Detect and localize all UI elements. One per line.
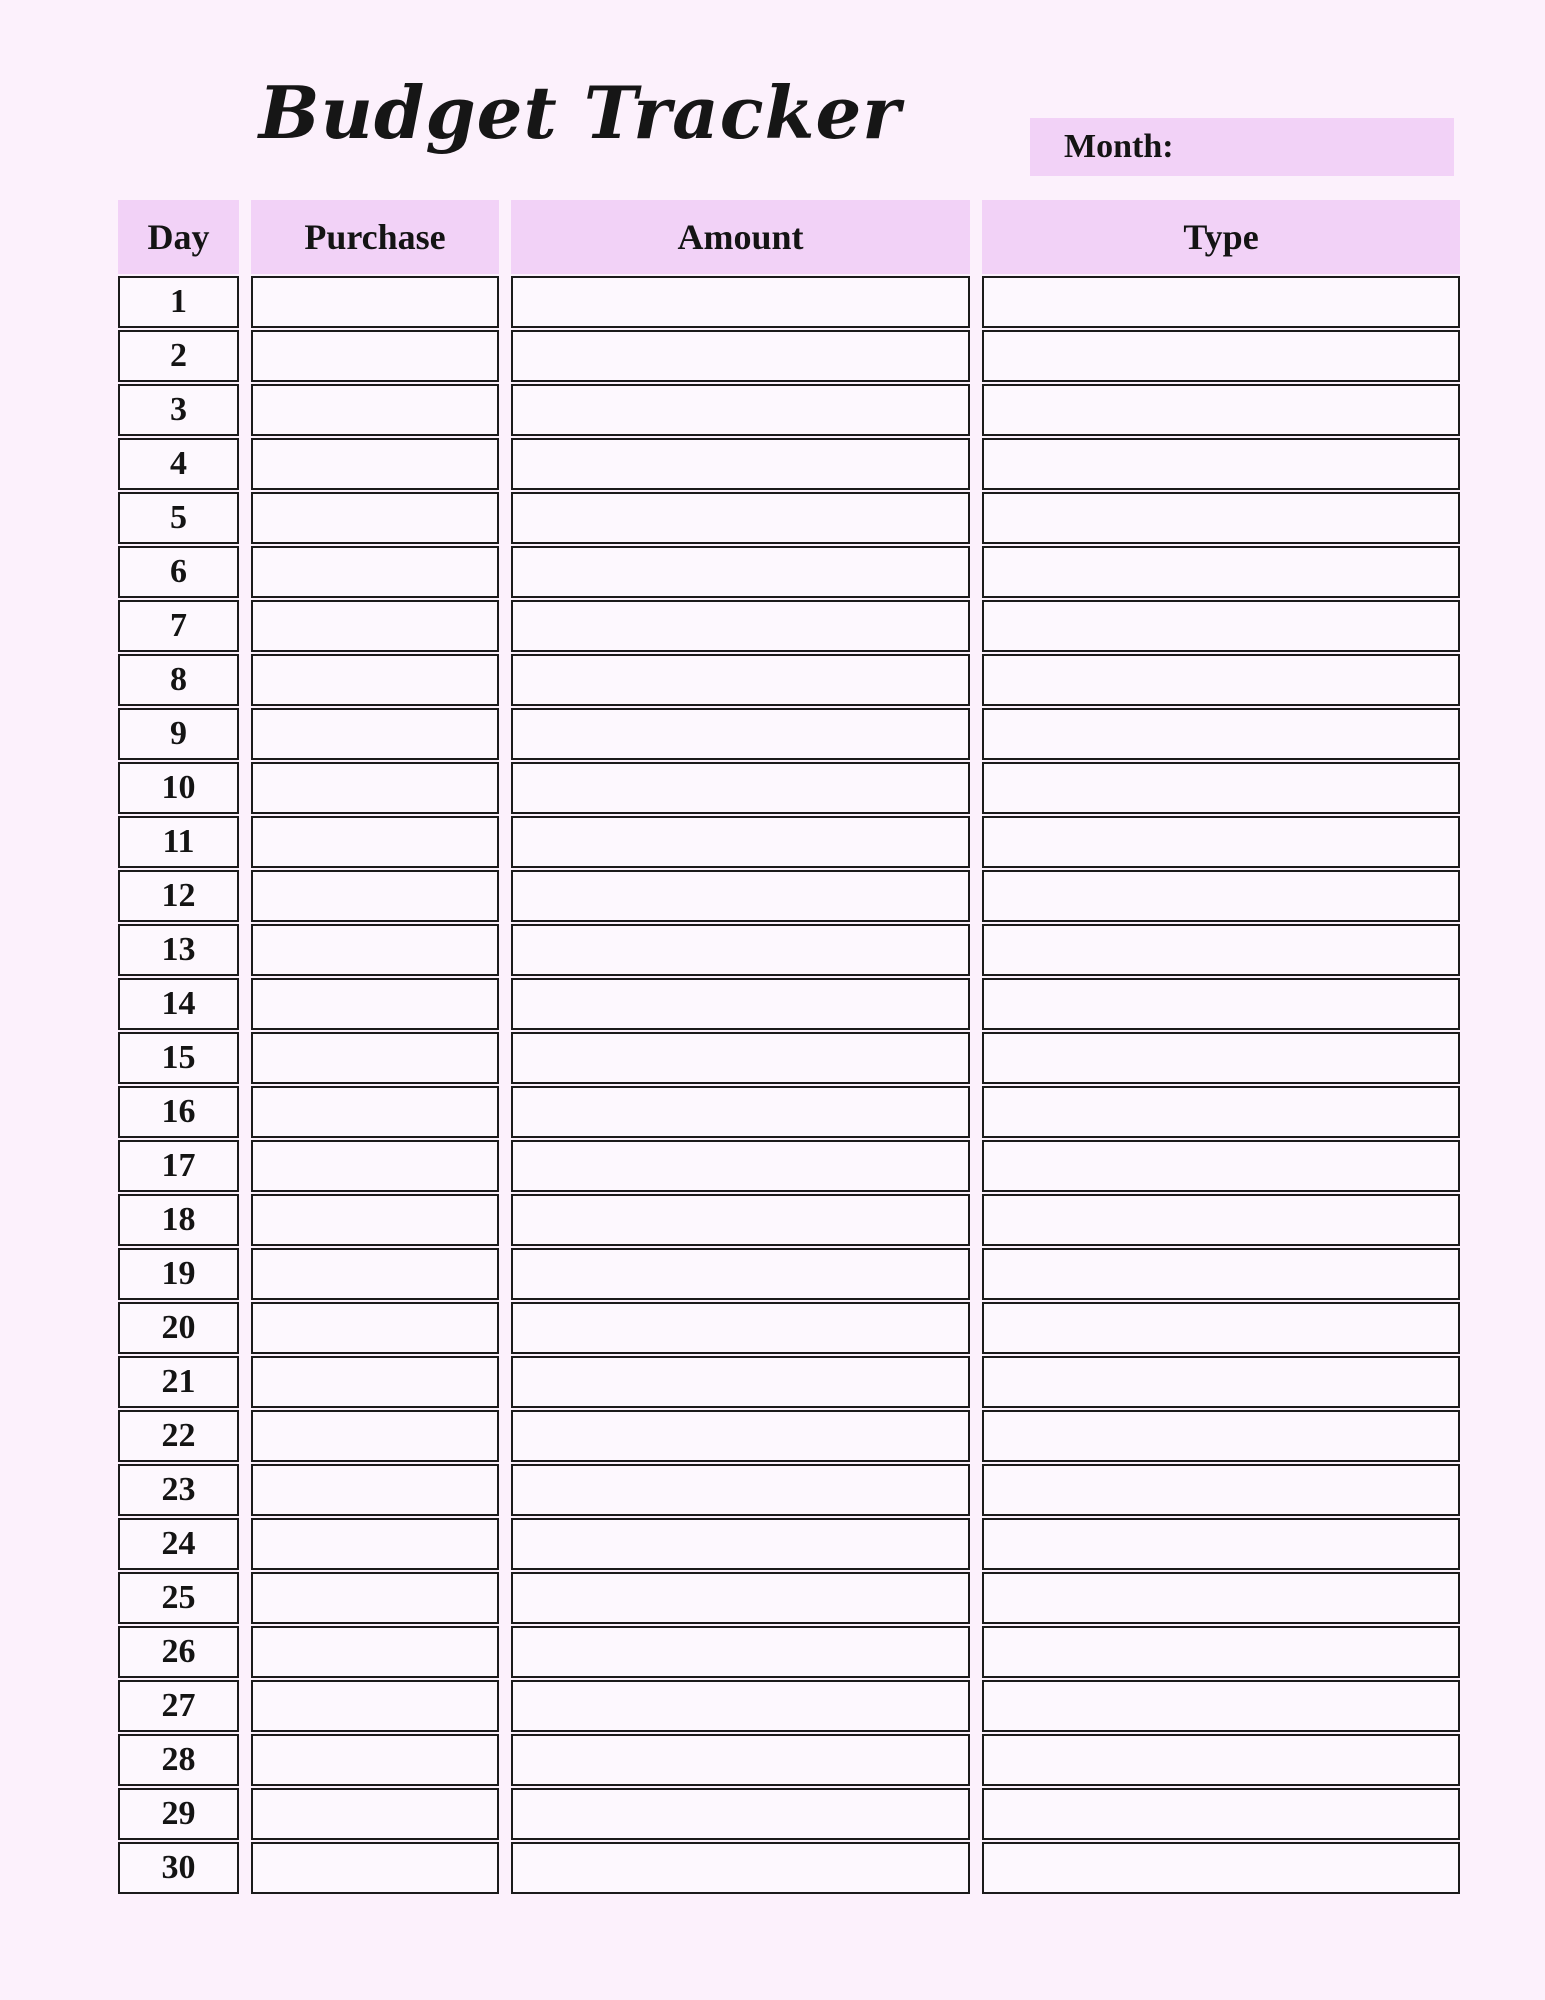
table-row bbox=[118, 708, 1460, 760]
column-header-type: Type bbox=[982, 200, 1460, 274]
type-cell[interactable] bbox=[982, 276, 1460, 328]
purchase-cell[interactable] bbox=[251, 1464, 499, 1516]
amount-cell[interactable] bbox=[511, 708, 970, 760]
type-cell[interactable] bbox=[982, 1518, 1460, 1570]
type-cell[interactable] bbox=[982, 438, 1460, 490]
amount-cell[interactable] bbox=[511, 1626, 970, 1678]
table-row bbox=[118, 870, 1460, 922]
day-cell: 30 bbox=[118, 1842, 239, 1894]
amount-cell[interactable] bbox=[511, 1788, 970, 1840]
type-cell[interactable] bbox=[982, 546, 1460, 598]
type-cell[interactable] bbox=[982, 384, 1460, 436]
table-row bbox=[118, 600, 1460, 652]
amount-cell[interactable] bbox=[511, 1518, 970, 1570]
day-cell: 10 bbox=[118, 762, 239, 814]
purchase-cell[interactable] bbox=[251, 1518, 499, 1570]
purchase-cell[interactable] bbox=[251, 1626, 499, 1678]
type-cell[interactable] bbox=[982, 1410, 1460, 1462]
type-cell[interactable] bbox=[982, 1572, 1460, 1624]
purchase-cell[interactable] bbox=[251, 1194, 499, 1246]
purchase-cell[interactable] bbox=[251, 1032, 499, 1084]
day-cell: 28 bbox=[118, 1734, 239, 1786]
day-cell: 20 bbox=[118, 1302, 239, 1354]
amount-cell[interactable] bbox=[511, 330, 970, 382]
amount-cell[interactable] bbox=[511, 654, 970, 706]
purchase-cell[interactable] bbox=[251, 1788, 499, 1840]
table-row bbox=[118, 438, 1460, 490]
type-cell[interactable] bbox=[982, 1194, 1460, 1246]
type-cell[interactable] bbox=[982, 762, 1460, 814]
type-cell[interactable] bbox=[982, 1086, 1460, 1138]
amount-cell[interactable] bbox=[511, 1356, 970, 1408]
purchase-cell[interactable] bbox=[251, 546, 499, 598]
purchase-cell[interactable] bbox=[251, 1734, 499, 1786]
amount-cell[interactable] bbox=[511, 1194, 970, 1246]
type-cell[interactable] bbox=[982, 1788, 1460, 1840]
day-cell: 13 bbox=[118, 924, 239, 976]
purchase-cell[interactable] bbox=[251, 1248, 499, 1300]
table-row bbox=[118, 762, 1460, 814]
table-row bbox=[118, 1842, 1460, 1894]
day-cell: 7 bbox=[118, 600, 239, 652]
amount-cell[interactable] bbox=[511, 1032, 970, 1084]
table-row bbox=[118, 924, 1460, 976]
type-cell[interactable] bbox=[982, 1140, 1460, 1192]
day-cell: 21 bbox=[118, 1356, 239, 1408]
table-row bbox=[118, 1356, 1460, 1408]
table-row bbox=[118, 1410, 1460, 1462]
type-cell[interactable] bbox=[982, 924, 1460, 976]
amount-cell[interactable] bbox=[511, 1302, 970, 1354]
type-cell[interactable] bbox=[982, 1680, 1460, 1732]
type-cell[interactable] bbox=[982, 492, 1460, 544]
amount-cell[interactable] bbox=[511, 384, 970, 436]
month-input[interactable] bbox=[1174, 118, 1454, 176]
table-row bbox=[118, 1140, 1460, 1192]
amount-cell[interactable] bbox=[511, 1734, 970, 1786]
amount-cell[interactable] bbox=[511, 870, 970, 922]
type-cell[interactable] bbox=[982, 330, 1460, 382]
purchase-cell[interactable] bbox=[251, 870, 499, 922]
type-cell[interactable] bbox=[982, 1842, 1460, 1894]
budget-table bbox=[118, 200, 1460, 1894]
purchase-cell[interactable] bbox=[251, 1086, 499, 1138]
purchase-cell[interactable] bbox=[251, 1842, 499, 1894]
table-row bbox=[118, 546, 1460, 598]
purchase-cell[interactable] bbox=[251, 330, 499, 382]
day-cell: 1 bbox=[118, 276, 239, 328]
purchase-cell[interactable] bbox=[251, 1302, 499, 1354]
table-row bbox=[118, 1626, 1460, 1678]
amount-cell[interactable] bbox=[511, 1842, 970, 1894]
day-cell: 17 bbox=[118, 1140, 239, 1192]
day-cell: 8 bbox=[118, 654, 239, 706]
purchase-cell[interactable] bbox=[251, 492, 499, 544]
amount-cell[interactable] bbox=[511, 1680, 970, 1732]
table-row bbox=[118, 1032, 1460, 1084]
day-cell: 24 bbox=[118, 1518, 239, 1570]
table-row bbox=[118, 1086, 1460, 1138]
column-header-purchase: Purchase bbox=[251, 200, 499, 274]
type-cell[interactable] bbox=[982, 816, 1460, 868]
day-cell: 27 bbox=[118, 1680, 239, 1732]
type-cell[interactable] bbox=[982, 1032, 1460, 1084]
page-title: Budget Tracker bbox=[258, 70, 902, 155]
type-cell[interactable] bbox=[982, 1302, 1460, 1354]
table-row bbox=[118, 1572, 1460, 1624]
amount-cell[interactable] bbox=[511, 492, 970, 544]
purchase-cell[interactable] bbox=[251, 762, 499, 814]
type-cell[interactable] bbox=[982, 978, 1460, 1030]
amount-cell[interactable] bbox=[511, 1464, 970, 1516]
day-cell: 6 bbox=[118, 546, 239, 598]
day-cell: 23 bbox=[118, 1464, 239, 1516]
day-cell: 3 bbox=[118, 384, 239, 436]
month-box bbox=[1030, 118, 1454, 176]
table-row bbox=[118, 330, 1460, 382]
table-row bbox=[118, 1302, 1460, 1354]
table-row bbox=[118, 1248, 1460, 1300]
table-rows bbox=[118, 276, 1460, 1894]
day-cell: 18 bbox=[118, 1194, 239, 1246]
day-cell: 29 bbox=[118, 1788, 239, 1840]
table-row bbox=[118, 654, 1460, 706]
amount-cell[interactable] bbox=[511, 1410, 970, 1462]
table-row bbox=[118, 978, 1460, 1030]
purchase-cell[interactable] bbox=[251, 276, 499, 328]
purchase-cell[interactable] bbox=[251, 1140, 499, 1192]
type-cell[interactable] bbox=[982, 1248, 1460, 1300]
day-cell: 25 bbox=[118, 1572, 239, 1624]
column-header-day: Day bbox=[118, 200, 239, 274]
amount-cell[interactable] bbox=[511, 924, 970, 976]
amount-cell[interactable] bbox=[511, 816, 970, 868]
amount-cell[interactable] bbox=[511, 1086, 970, 1138]
day-cell: 26 bbox=[118, 1626, 239, 1678]
day-cell: 14 bbox=[118, 978, 239, 1030]
day-cell: 5 bbox=[118, 492, 239, 544]
type-cell[interactable] bbox=[982, 600, 1460, 652]
table-row bbox=[118, 276, 1460, 328]
purchase-cell[interactable] bbox=[251, 600, 499, 652]
amount-cell[interactable] bbox=[511, 600, 970, 652]
amount-cell[interactable] bbox=[511, 978, 970, 1030]
day-cell: 22 bbox=[118, 1410, 239, 1462]
table-row bbox=[118, 1734, 1460, 1786]
amount-cell[interactable] bbox=[511, 276, 970, 328]
purchase-cell[interactable] bbox=[251, 1680, 499, 1732]
day-cell: 16 bbox=[118, 1086, 239, 1138]
table-header-row bbox=[118, 200, 1460, 274]
purchase-cell[interactable] bbox=[251, 816, 499, 868]
type-cell[interactable] bbox=[982, 708, 1460, 760]
purchase-cell[interactable] bbox=[251, 708, 499, 760]
purchase-cell[interactable] bbox=[251, 438, 499, 490]
table-row bbox=[118, 384, 1460, 436]
table-row bbox=[118, 492, 1460, 544]
table-row bbox=[118, 1518, 1460, 1570]
day-cell: 12 bbox=[118, 870, 239, 922]
table-row bbox=[118, 816, 1460, 868]
type-cell[interactable] bbox=[982, 1356, 1460, 1408]
day-cell: 4 bbox=[118, 438, 239, 490]
amount-cell[interactable] bbox=[511, 546, 970, 598]
day-cell: 9 bbox=[118, 708, 239, 760]
table-row bbox=[118, 1788, 1460, 1840]
purchase-cell[interactable] bbox=[251, 1410, 499, 1462]
day-cell: 2 bbox=[118, 330, 239, 382]
purchase-cell[interactable] bbox=[251, 978, 499, 1030]
month-label: Month: bbox=[1064, 128, 1174, 165]
amount-cell[interactable] bbox=[511, 762, 970, 814]
day-cell: 19 bbox=[118, 1248, 239, 1300]
day-cell: 11 bbox=[118, 816, 239, 868]
table-row bbox=[118, 1464, 1460, 1516]
purchase-cell[interactable] bbox=[251, 1572, 499, 1624]
amount-cell[interactable] bbox=[511, 1572, 970, 1624]
purchase-cell[interactable] bbox=[251, 924, 499, 976]
purchase-cell[interactable] bbox=[251, 1356, 499, 1408]
type-cell[interactable] bbox=[982, 1464, 1460, 1516]
amount-cell[interactable] bbox=[511, 1248, 970, 1300]
purchase-cell[interactable] bbox=[251, 384, 499, 436]
column-header-amount: Amount bbox=[511, 200, 970, 274]
type-cell[interactable] bbox=[982, 870, 1460, 922]
table-row bbox=[118, 1680, 1460, 1732]
amount-cell[interactable] bbox=[511, 438, 970, 490]
type-cell[interactable] bbox=[982, 654, 1460, 706]
table-row bbox=[118, 1194, 1460, 1246]
type-cell[interactable] bbox=[982, 1734, 1460, 1786]
type-cell[interactable] bbox=[982, 1626, 1460, 1678]
day-cell: 15 bbox=[118, 1032, 239, 1084]
amount-cell[interactable] bbox=[511, 1140, 970, 1192]
purchase-cell[interactable] bbox=[251, 654, 499, 706]
